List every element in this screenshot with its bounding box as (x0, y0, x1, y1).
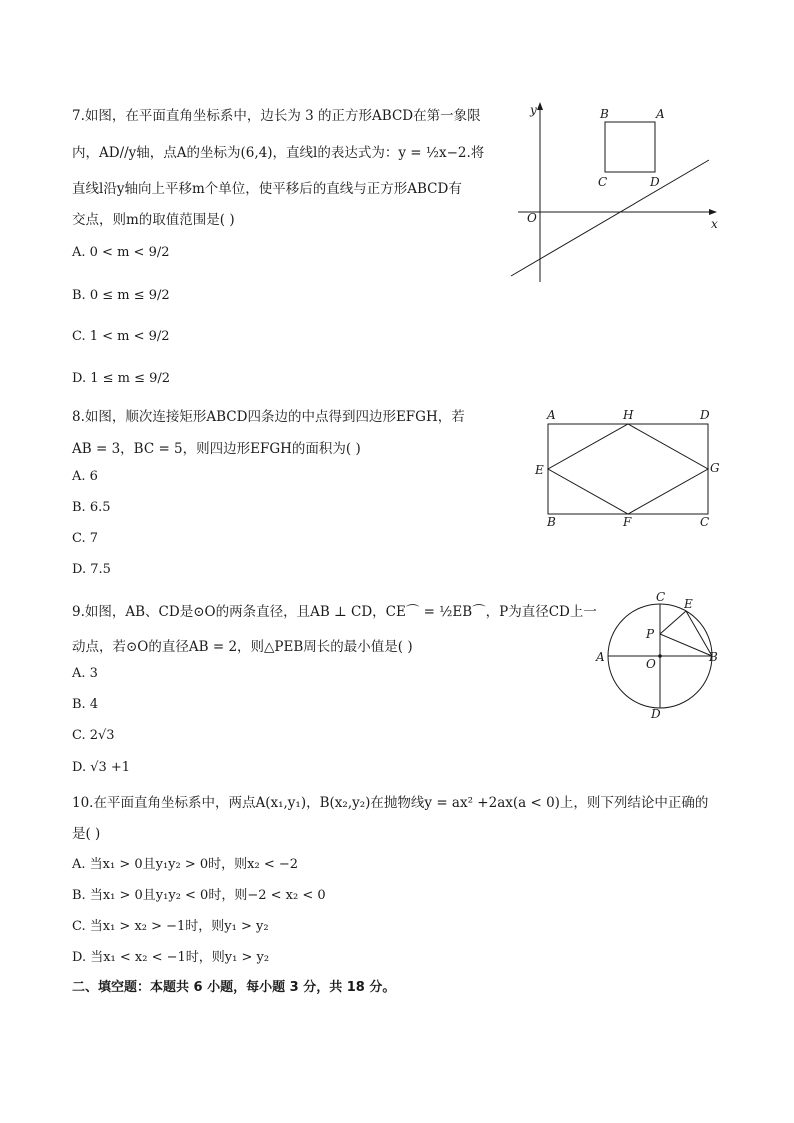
q7-fig-label-d: D (650, 175, 660, 189)
q10-text-line-2: 是( ) (72, 826, 101, 842)
q7-fig-label-o: O (527, 211, 537, 225)
q7-text-line-3: 直线l沿y轴向上平移m个单位，使平移后的直线与正方形ABCD有 (72, 181, 462, 197)
q9-fig-label-o: O (646, 657, 656, 671)
q10-text-line-1: 10.在平面直角坐标系中，两点A(x₁,y₁)，B(x₂,y₂)在抛物线y = ax² +2ax(a < 0)上，则下列结论中正确的 (72, 795, 709, 811)
q8-fig-label-h: H (623, 408, 634, 422)
q8-option-a: A. 6 (72, 469, 98, 484)
q8-option-d: D. 7.5 (72, 562, 111, 577)
q8-fig-label-a: A (547, 408, 556, 422)
q8-option-b: B. 6.5 (72, 500, 111, 515)
q8-option-c: C. 7 (72, 531, 99, 546)
q9-fig-label-c: C (656, 590, 666, 604)
q9-fig-label-p: P (646, 627, 655, 641)
q7-option-c: C. 1 < m < 9/2 (72, 329, 170, 344)
q9-fig-label-d: D (651, 707, 661, 721)
q9-fig-label-a: A (596, 650, 605, 664)
q7-text-line-1: 7.如图，在平面直角坐标系中，边长为 3 的正方形ABCD在第一象限 (72, 108, 481, 124)
q8-text-line-1: 8.如图，顺次连接矩形ABCD四条边的中点得到四边形EFGH，若 (72, 409, 465, 425)
q8-fig-label-g: G (710, 461, 720, 475)
section-heading-fill-in-blanks: 二、填空题：本题共 6 小题，每小题 3 分，共 18 分。 (72, 980, 396, 995)
q10-option-a: A. 当x₁ > 0且y₁y₂ > 0时，则x₂ < −2 (72, 857, 299, 872)
q9-option-d: D. √3 +1 (72, 760, 131, 775)
q10-option-d: D. 当x₁ < x₂ < −1时，则y₁ > y₂ (72, 950, 270, 965)
q10-option-c: C. 当x₁ > x₂ > −1时，则y₁ > y₂ (72, 919, 269, 934)
q9-text-line-2: 动点，若⊙O的直径AB = 2，则△PEB周长的最小值是( ) (72, 639, 413, 655)
q9-option-c: C. 2√3 (72, 728, 115, 743)
q10-option-b: B. 当x₁ > 0且y₁y₂ < 0时，则−2 < x₂ < 0 (72, 888, 326, 903)
q7-option-d: D. 1 ≤ m ≤ 9/2 (72, 371, 171, 386)
q7-fig-label-b: B (600, 107, 609, 121)
q9-circle-figure (592, 590, 727, 722)
q9-option-b: B. 4 (72, 697, 99, 712)
q7-fig-label-c: C (598, 175, 608, 189)
q7-fig-label-x: x (711, 217, 718, 231)
q8-fig-label-d: D (700, 408, 710, 422)
q7-text-line-4: 交点，则m的取值范围是( ) (72, 212, 235, 228)
q9-option-a: A. 3 (72, 666, 98, 681)
q8-fig-label-c: C (700, 515, 710, 529)
q7-option-a: A. 0 < m < 9/2 (72, 245, 170, 260)
q7-coordinate-figure (505, 100, 730, 290)
q9-fig-label-e: E (684, 597, 693, 611)
q9-text-line-1: 9.如图，AB、CD是⊙O的两条直径，且AB ⊥ CD，CE⌒ = ½EB⌒，P为直径CD上一 (72, 604, 597, 620)
q8-fig-label-e: E (535, 463, 544, 477)
q7-fig-label-a: A (656, 107, 665, 121)
q7-text-line-2: 内，AD//y轴，点A的坐标为(6,4)，直线l的表达式为：y = ½x−2.将 (72, 145, 485, 161)
q8-fig-label-b: B (547, 515, 556, 529)
q7-option-b: B. 0 ≤ m ≤ 9/2 (72, 288, 170, 303)
q8-fig-label-f: F (623, 515, 632, 529)
q8-text-line-2: AB = 3，BC = 5，则四边形EFGH的面积为( ) (72, 441, 361, 457)
q8-rectangle-figure (530, 404, 730, 529)
q9-fig-label-b: B (709, 650, 718, 664)
q7-fig-label-y: y (530, 103, 537, 117)
